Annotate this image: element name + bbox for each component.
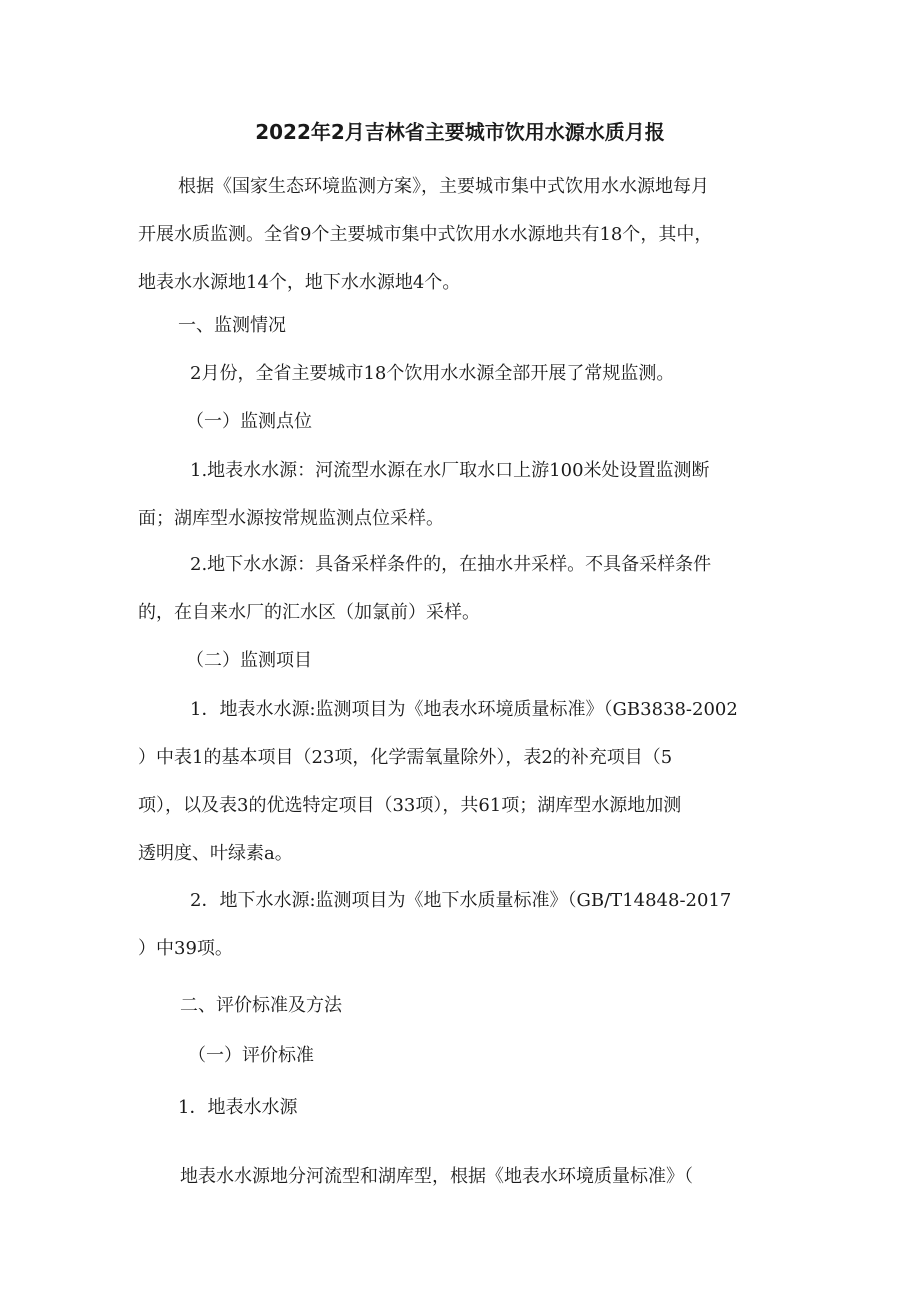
- paragraph-line: 项），以及表3的优选特定项目（33项），共61项；湖库型水源地加测: [138, 795, 682, 816]
- document-title: 2022年2月吉林省主要城市饮用水源水质月报: [255, 120, 665, 144]
- paragraph-surface-points: [138, 447, 788, 543]
- paragraph-line: 2．地下水水源:监测项目为《地下水质量标准》（GB/T14848-2017: [190, 890, 732, 911]
- paragraph-line: 面；湖库型水源按常规监测点位采样。: [138, 508, 444, 529]
- paragraph-line: ）中表1的基本项目（23项，化学需氧量除外），表2的补充项目（5: [138, 747, 673, 768]
- paragraph-ground-points: [138, 541, 788, 637]
- paragraph-line: 2月份，全省主要城市18个饮用水水源全部开展了常规监测。: [190, 363, 675, 384]
- paragraph-line: 的，在自来水厂的汇水区（加氯前）采样。: [138, 602, 480, 623]
- paragraph-intro: [138, 163, 788, 307]
- paragraph-line: 根据《国家生态环境监测方案》，主要城市集中式饮用水水源地每月: [178, 176, 709, 197]
- paragraph-line: 1．地表水水源: [178, 1097, 298, 1118]
- paragraph-line: （二）监测项目: [186, 650, 312, 671]
- heading-evaluation: [138, 982, 788, 1030]
- paragraph-line: （一）评价标准: [188, 1045, 314, 1066]
- paragraph-line: 地表水水源地14个，地下水水源地4个。: [138, 272, 461, 293]
- paragraph-line: 1.地表水水源：河流型水源在水厂取水口上游100米处设置监测断: [190, 460, 710, 481]
- heading-monitoring-points: [138, 398, 788, 446]
- paragraph-line: 地表水水源地分河流型和湖库型，根据《地表水环境质量标准》（: [180, 1166, 693, 1187]
- heading-surface-source: [138, 1084, 788, 1132]
- heading-monitoring: [138, 302, 788, 350]
- paragraph-line: 二、评价标准及方法: [180, 995, 342, 1016]
- paragraph-line: ）中39项。: [138, 938, 233, 959]
- paragraph-surface-types: [138, 1153, 788, 1201]
- heading-monitoring-items: [138, 637, 788, 685]
- paragraph-line: 1．地表水水源:监测项目为《地表水环境质量标准》（GB3838-2002: [190, 699, 738, 720]
- heading-evaluation-standard: [138, 1032, 788, 1080]
- paragraph-line: （一）监测点位: [186, 411, 312, 432]
- paragraph-line: 一、监测情况: [178, 315, 286, 336]
- paragraph-surface-items: [138, 686, 788, 878]
- paragraph-ground-items: [138, 877, 788, 973]
- paragraph-line: 2.地下水水源：具备采样条件的，在抽水井采样。不具备采样条件: [190, 554, 712, 575]
- paragraph-february: [138, 350, 788, 398]
- paragraph-line: 透明度、叶绿素a。: [138, 843, 293, 864]
- paragraph-line: 开展水质监测。全省9个主要城市集中式饮用水水源地共有18个，其中，: [138, 224, 713, 245]
